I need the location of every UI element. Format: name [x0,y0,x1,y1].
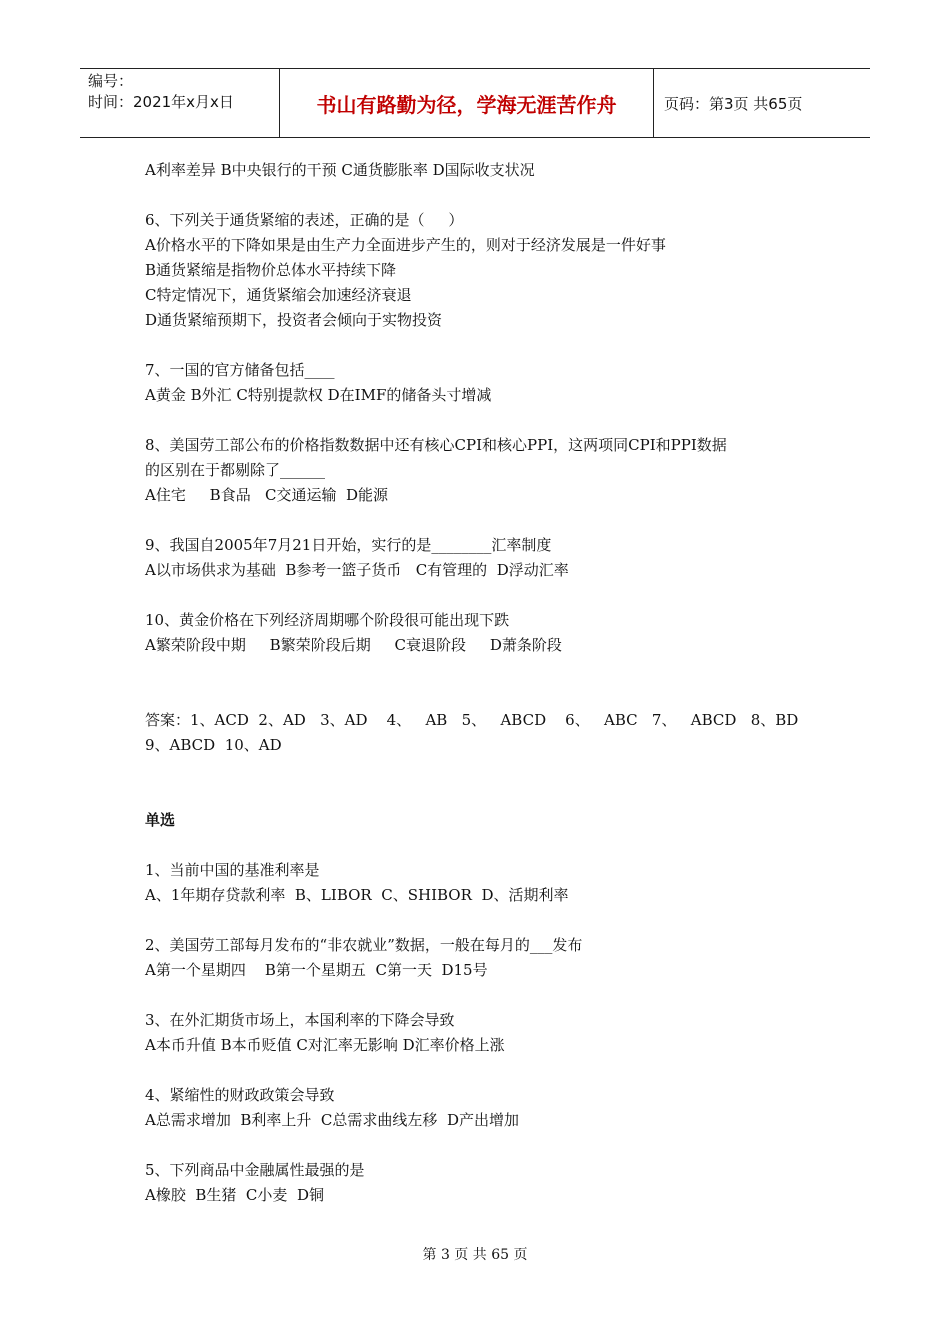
option-line: A以市场供求为基础 B参考一篮子货币 C有管理的 D浮动汇率 [145,561,569,579]
option-line: A住宅 B食品 C交通运输 D能源 [145,486,389,504]
code-label: 编号： [88,72,134,90]
option-line: A繁荣阶段中期 B繁荣阶段后期 C衰退阶段 D萧条阶段 [145,636,562,654]
text-line: A利率差异 B中央银行的干预 C通货膨胀率 D国际收支状况 [145,161,535,179]
single-question-4: 4、紧缩性的财政政策会导致 [145,1086,335,1104]
option-line: A橡胶 B生猪 C小麦 D铜 [145,1186,324,1204]
single-question-3: 3、在外汇期货市场上，本国利率的下降会导致 [145,1011,455,1029]
option-line: A、1年期存贷款利率 B、LIBOR C、SHIBOR D、活期利率 [145,886,569,904]
question-9: 9、我国自2005年7月21日开始，实行的是________汇率制度 [145,536,552,554]
question-8-cont: 的区别在于都剔除了______ [145,461,326,479]
header-page-label: 页码：第3页 共65页 [664,94,803,113]
option-line: A本币升值 B本币贬值 C对汇率无影响 D汇率价格上涨 [145,1036,505,1054]
question-10: 10、黄金价格在下列经济周期哪个阶段很可能出现下跌 [145,611,510,629]
option-line: A价格水平的下降如果是由生产力全面进步产生的，则对于经济发展是一件好事 [145,236,666,254]
page-footer: 第 3 页 共 65 页 [422,1247,528,1263]
question-8: 8、美国劳工部公布的价格指数数据中还有核心CPI和核心PPI，这两项同CPI和PPI数据 [145,436,727,454]
single-question-1: 1、当前中国的基准利率是 [145,861,320,879]
header-motto: 书山有路勤为径，学海无涯苦作舟 [280,69,654,137]
question-6: 6、下列关于通货紧缩的表述，正确的是（ ） [145,211,464,229]
single-question-5: 5、下列商品中金融属性最强的是 [145,1161,365,1179]
question-7: 7、一国的官方储备包括____ [145,361,335,379]
page-header [80,68,870,138]
single-question-2: 2、美国劳工部每月发布的“非农就业”数据，一般在每月的___发布 [145,936,583,954]
option-line: B通货紧缩是指物价总体水平持续下降 [145,261,397,279]
answer-line-cont: 9、ABCD 10、AD [145,736,282,754]
document-body [145,158,825,1208]
option-line: A第一个星期四 B第一个星期五 C第一天 D15号 [145,961,488,979]
date-label: 时间：2021年x月x日 [88,93,234,111]
answer-line: 答案：1、ACD 2、AD 3、AD 4、 AB 5、 ABCD 6、 ABC 7、 ABCD 8、BD [145,711,799,729]
option-line: A总需求增加 B利率上升 C总需求曲线左移 D产出增加 [145,1111,519,1129]
section-heading: 单选 [145,811,176,829]
option-line: D通货紧缩预期下，投资者会倾向于实物投资 [145,311,443,329]
option-line: A黄金 B外汇 C特别提款权 D在IMF的储备头寸增减 [145,386,492,404]
option-line: C特定情况下，通货紧缩会加速经济衰退 [145,286,412,304]
header-left-cell [80,69,280,137]
